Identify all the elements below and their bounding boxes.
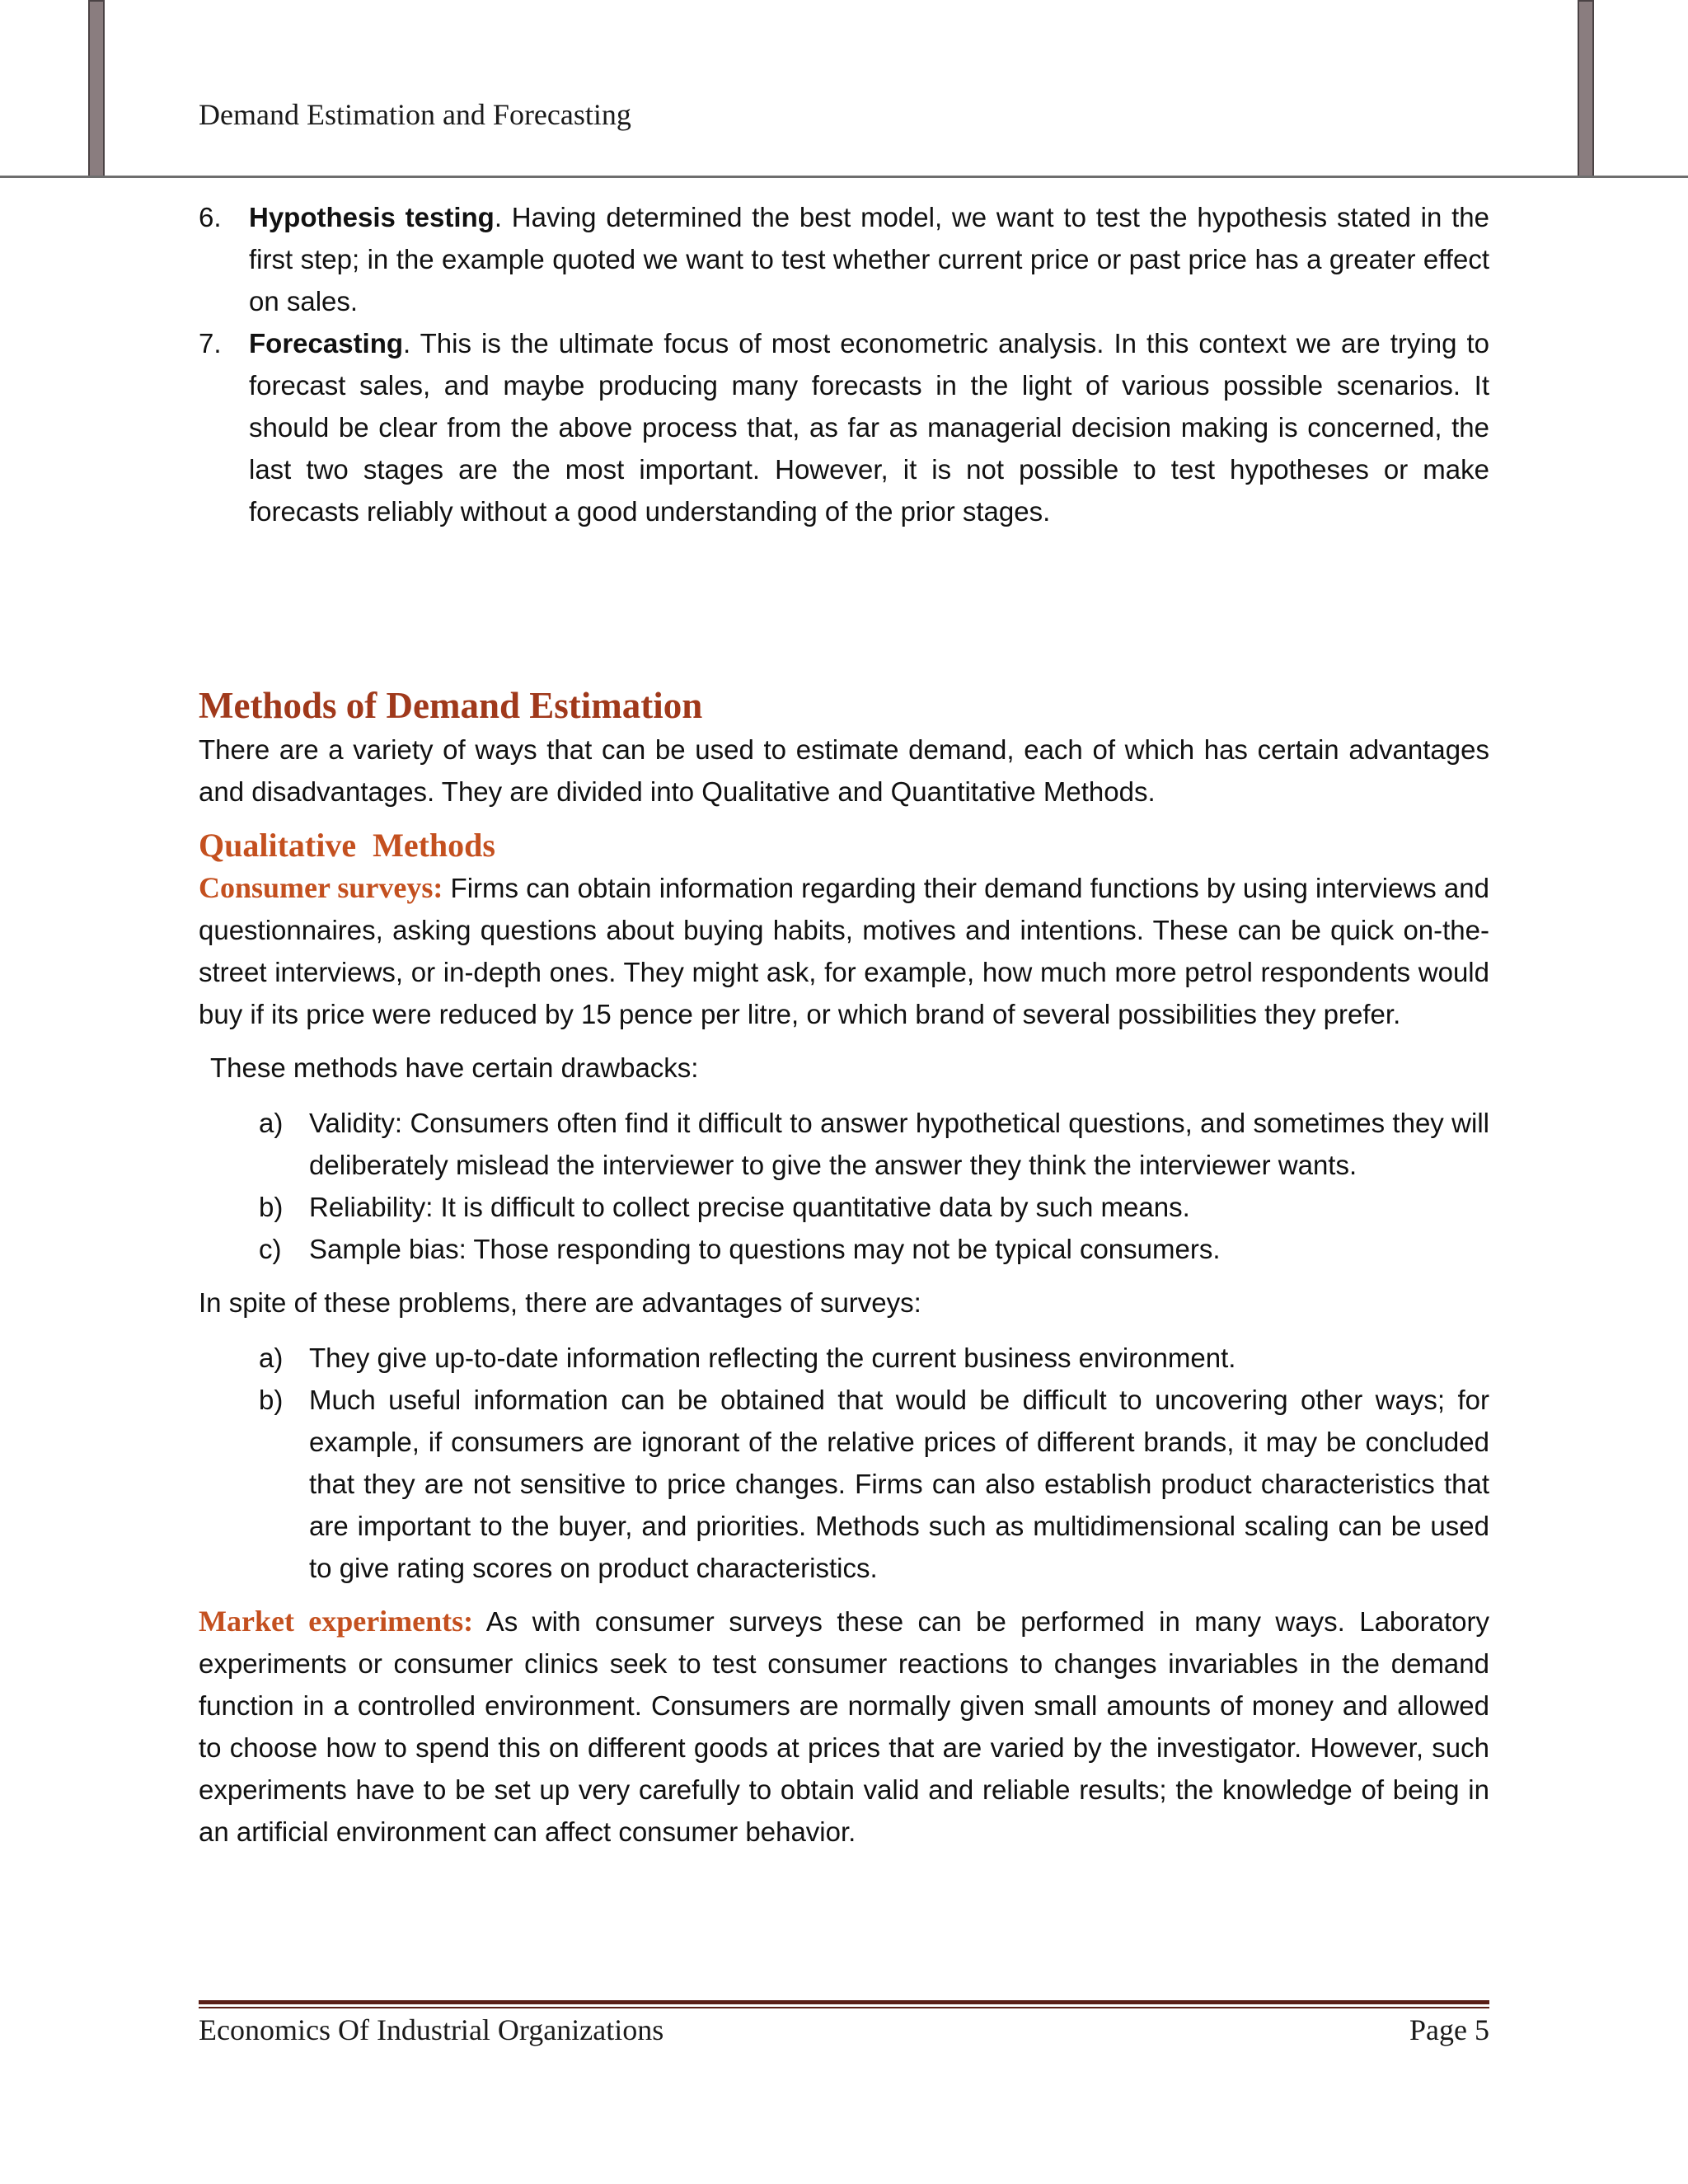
list-item bbox=[199, 1228, 1489, 1270]
list-letter: b) bbox=[259, 1192, 284, 1222]
header-left-bar bbox=[88, 0, 105, 177]
drawbacks-list bbox=[199, 1102, 1489, 1270]
advantages-list bbox=[199, 1337, 1489, 1589]
item-text: . Having determined the best model, we want to test the hypothesis stated in the first step; in the example quoted we want to test whether current price or past price has a greater effect on sales. bbox=[249, 202, 1489, 316]
list-letter: a) bbox=[259, 1108, 284, 1138]
consumer-surveys-text: Firms can obtain information regarding their demand functions by using interviews and questionnaires, asking questions about buying habits, motives and intentions. These can be quick on-the-street interviews, or in-depth ones. They might ask, for example, how much more petrol respondents would buy if its price were reduced by 15 pence per litre, or which brand of several possibilities they prefer. bbox=[199, 873, 1489, 1029]
list-text: Much useful information can be obtained that would be difficult to uncovering other ways; for example, if consumers are ignorant of the relative prices of different brands, it may be concluded that they are not sensitive to price changes. Firms can also establish product characteristics that are important to the buyer, and priorities. Methods such as multidimensional scaling can be used to give rating scores on product characteristics. bbox=[309, 1385, 1489, 1583]
footer-rule-thick bbox=[199, 2000, 1489, 2004]
item-number: 6. bbox=[199, 202, 222, 232]
page-body bbox=[199, 196, 1489, 1853]
advantages-intro: In spite of these problems, there are advantages of surveys: bbox=[199, 1287, 921, 1318]
header-right-bar bbox=[1578, 0, 1594, 177]
list-item bbox=[199, 1186, 1489, 1228]
list-text: Sample bias: Those responding to questions may not be typical consumers. bbox=[309, 1234, 1221, 1264]
list-letter: a) bbox=[259, 1343, 284, 1373]
header-rule bbox=[0, 176, 1688, 178]
footer-rule-thin bbox=[199, 2007, 1489, 2008]
consumer-surveys-term: Consumer surveys: bbox=[199, 871, 443, 904]
list-item bbox=[199, 1102, 1489, 1186]
list-text: Reliability: It is difficult to collect precise quantitative data by such means. bbox=[309, 1192, 1190, 1222]
market-experiments-paragraph bbox=[199, 1601, 1489, 1853]
item-number: 7. bbox=[199, 328, 222, 359]
footer-page-number: Page 5 bbox=[1409, 2013, 1489, 2046]
item-text: . This is the ultimate focus of most econometric analysis. In this context we are trying to forecast sales, and maybe producing many forecasts in the light of various possible scenarios. It should be clear from the above process that, as far as managerial decision making is concerned, the last two stages are the most important. However, it is not possible to test hypotheses or make forecasts reliably without a good understanding of the prior stages. bbox=[249, 328, 1489, 527]
list-text: Validity: Consumers often find it difficult to answer hypothetical questions, and sometimes they will deliberately mislead the interviewer to give the answer they think the interviewer wants. bbox=[309, 1108, 1489, 1180]
item-term: Hypothesis testing bbox=[249, 202, 495, 232]
running-header-title: Demand Estimation and Forecasting bbox=[199, 98, 631, 131]
consumer-surveys-paragraph bbox=[199, 867, 1489, 1035]
section-heading: Methods of Demand Estimation bbox=[199, 685, 703, 726]
item-term: Forecasting bbox=[249, 328, 404, 359]
list-item bbox=[199, 1337, 1489, 1379]
market-experiments-text: As with consumer surveys these can be performed in many ways. Laboratory experiments or consumer clinics seek to test consumer reactions to changes invariables in the demand function in a controlled environment. Consumers are normally given small amounts of money and allowed to choose how to spend this on different goods at prices that are varied by the investigator. However, such experiments have to be set up very carefully to obtain valid and reliable results; the knowledge of being in an artificial environment can affect consumer behavior. bbox=[199, 1606, 1489, 1847]
list-text: They give up-to-date information reflecting the current business environment. bbox=[309, 1343, 1236, 1373]
numbered-item-7 bbox=[199, 322, 1489, 532]
list-item bbox=[199, 1379, 1489, 1589]
list-letter: b) bbox=[259, 1385, 284, 1415]
market-experiments-term: Market experiments: bbox=[199, 1605, 474, 1638]
numbered-item-6 bbox=[199, 196, 1489, 322]
footer-course-title: Economics Of Industrial Organizations bbox=[199, 2013, 664, 2046]
drawbacks-intro: These methods have certain drawbacks: bbox=[210, 1052, 699, 1083]
list-letter: c) bbox=[259, 1234, 282, 1264]
subsection-heading: Qualitative Methods bbox=[199, 827, 495, 864]
section-intro: There are a variety of ways that can be used to estimate demand, each of which has certain advantages and disadvantages. They are divided into Qualitative and Quantitative Methods. bbox=[199, 734, 1489, 807]
